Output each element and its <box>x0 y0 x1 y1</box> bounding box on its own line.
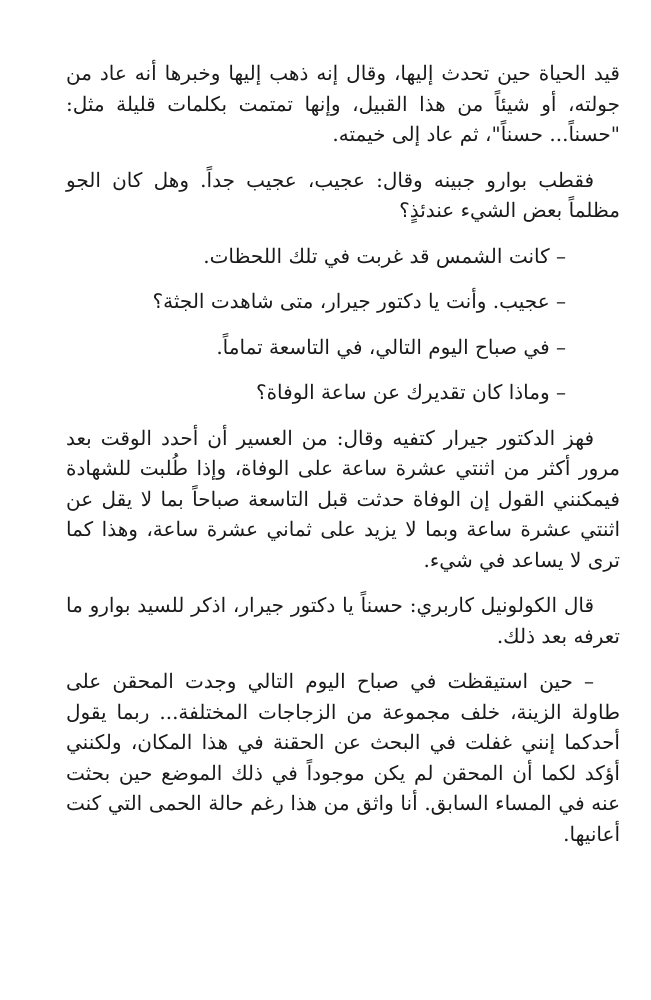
paragraph-1: قيد الحياة حين تحدث إليها، وقال إنه ذهب إليها وخبرها أنه عاد من جولته، أو شيئاً من هذا القبيل، وإنها تمتمت بكلمات قليلة مثل: "حسناً... حسناً"، ثم عاد إلى خيمته. <box>66 61 620 146</box>
dialog-line-1: – كانت الشمس قد غربت في تلك اللحظات. <box>203 243 566 268</box>
paragraph-5: – حين استيقظت في صباح اليوم التالي وجدت المحقن على طاولة الزينة، خلف مجموعة من الزجاجات المختلفة... ربما يقول أحدكما إنني غفلت في البحث عن الحقنة في هذا المكان، ولكنني أؤكد لكما أن المحقن لم يكن موجوداً في ذلك الموضع حين بحثت عنه في المساء السابق. أنا واثق من هذا رغم حالة الحمى التي كنت أعانيها. <box>66 669 620 846</box>
dialog-line-2: – عجيب. وأنت يا دكتور جيرار، متى شاهدت الجثة؟ <box>152 289 566 313</box>
paragraph-3: فهز الدكتور جيرار كتفيه وقال: من العسير أن أحدد الوقت بعد مرور أكثر من اثنتي عشرة ساعة على الوفاة، وإذا طُلبت للشهادة فيمكنني القول إن الوفاة حدثت قبل التاسعة صباحاً بما لا يقل عن اثنتي عشرة ساعة وبما لا يزيد على ثماني عشرة ساعة، وهذا كما ترى لا يساعد في شيء. <box>66 425 620 572</box>
book-page <box>66 58 620 864</box>
paragraph-4: قال الكولونيل كاربري: حسناً يا دكتور جيرار، اذكر للسيد بوارو ما تعرفه بعد ذلك. <box>66 593 620 648</box>
dialog-line-4: – وماذا كان تقديرك عن ساعة الوفاة؟ <box>255 380 566 404</box>
paragraph-2: فقطب بوارو جبينه وقال: عجيب، عجيب جداً. وهل كان الجو مظلماً بعض الشيء عندئذٍ؟ <box>66 167 620 222</box>
dialog-line-3: – في صباح اليوم التالي، في التاسعة تماماً. <box>216 334 566 359</box>
